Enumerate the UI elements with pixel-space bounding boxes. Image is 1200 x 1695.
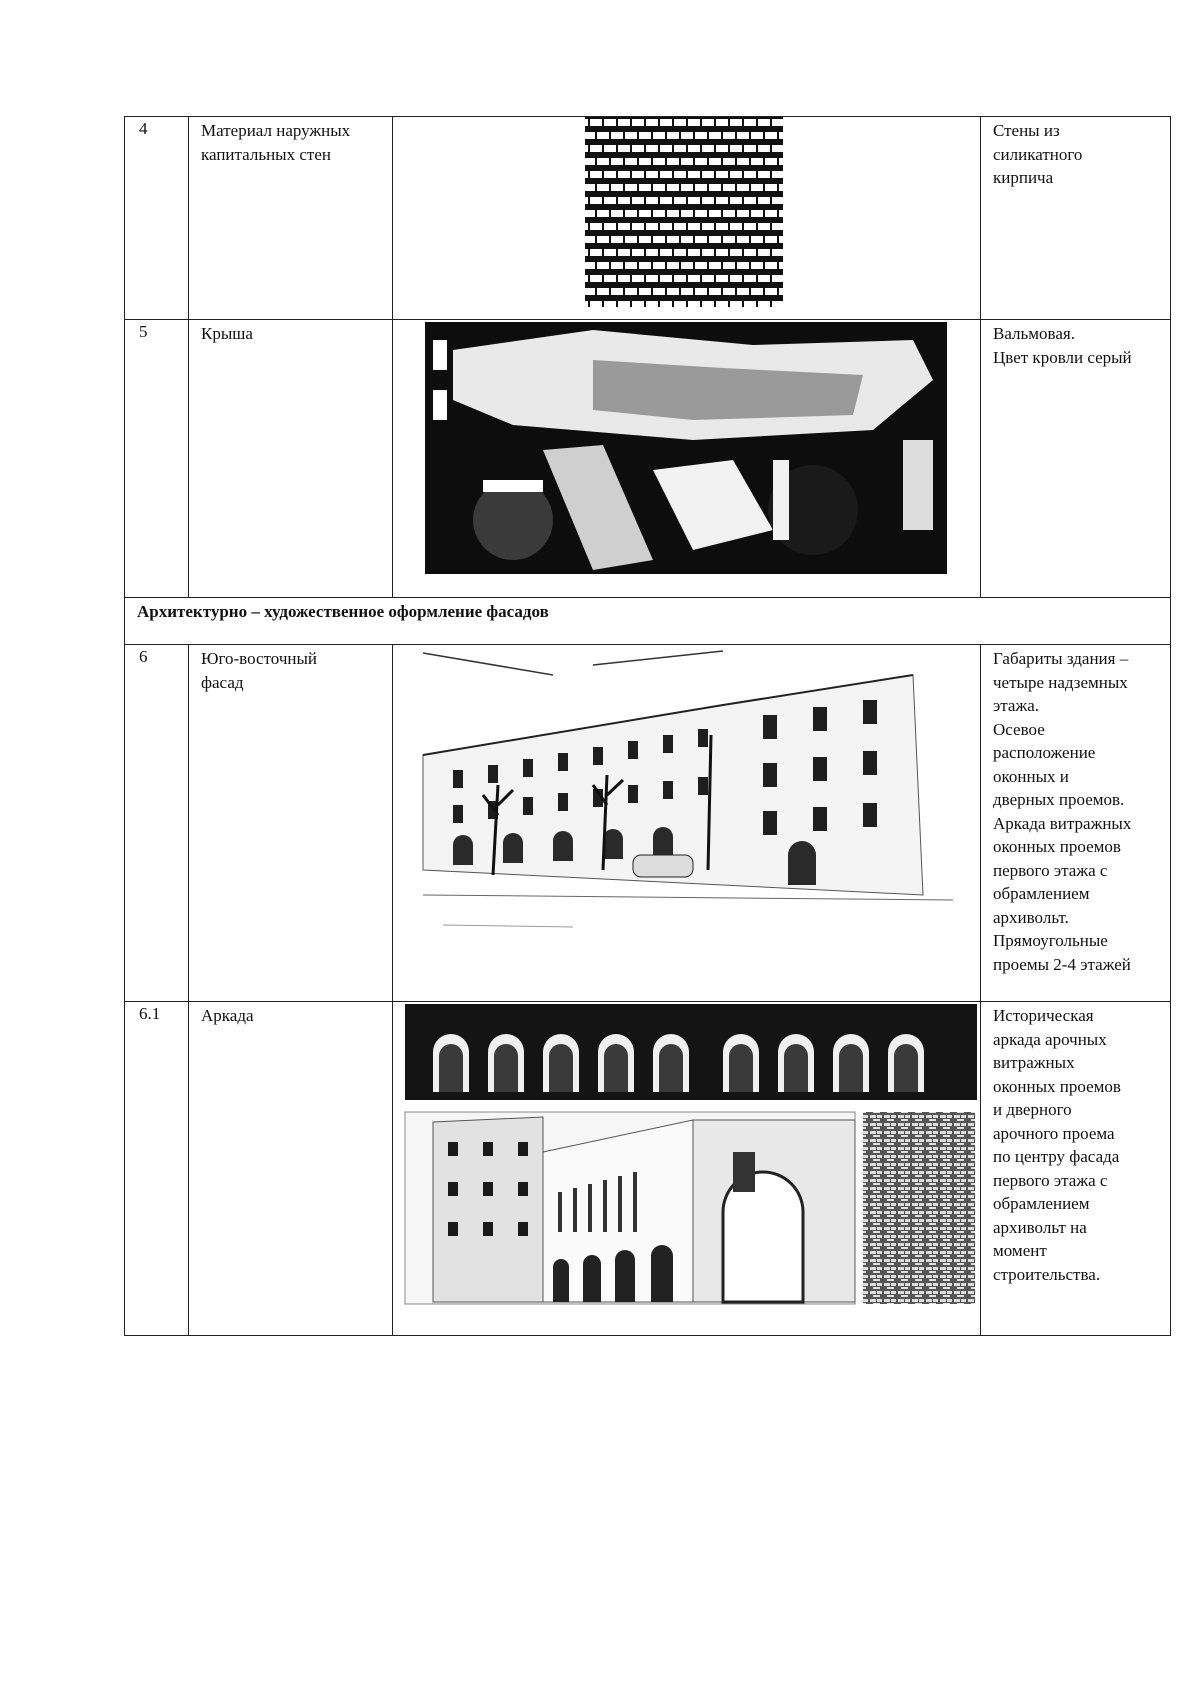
table-row: [125, 645, 1171, 1002]
row-number: 6: [125, 645, 189, 1002]
heritage-table: [124, 116, 1171, 1336]
row-description: Вальмовая. Цвет кровли серый: [981, 320, 1171, 598]
roof-image: [393, 320, 981, 596]
table-row: [125, 320, 1171, 598]
row-description: Габариты здания – четыре надземных этажа. Осевое расположение оконных и дверных проемов. Аркада витражных оконных проемов первого этажа с обрамлением архивольт. Прямоугольные проемы 2-4 этажей: [981, 645, 1171, 1002]
brick-wall-image: [393, 117, 981, 317]
row-number: 6.1: [125, 1002, 189, 1336]
row-name: Крыша: [189, 320, 393, 598]
row-description: Историческая аркада арочных витражных оконных проемов и дверного арочного проема по центру фасада первого этажа с обрамлением архивольт на момент строительства.: [981, 1002, 1171, 1336]
facade-image: [393, 645, 981, 995]
arcade-images: [393, 1002, 981, 1332]
brick-wall-photo: [393, 117, 981, 320]
row-name: Материал наружных капитальных стен: [189, 117, 393, 320]
row-number: 4: [125, 117, 189, 320]
row-description: Стены из силикатного кирпича: [981, 117, 1171, 320]
table-row: [125, 1002, 1171, 1336]
table-row: [125, 117, 1171, 320]
section-header: Архитектурно – художественное оформление фасадов: [125, 598, 1171, 645]
southeast-facade-photo: [393, 645, 981, 1002]
row-name: Юго-восточный фасад: [189, 645, 393, 1002]
row-name: Аркада: [189, 1002, 393, 1336]
section-row: [125, 598, 1171, 645]
row-number: 5: [125, 320, 189, 598]
arcade-photos: [393, 1002, 981, 1336]
roof-aerial-photo: [393, 320, 981, 598]
